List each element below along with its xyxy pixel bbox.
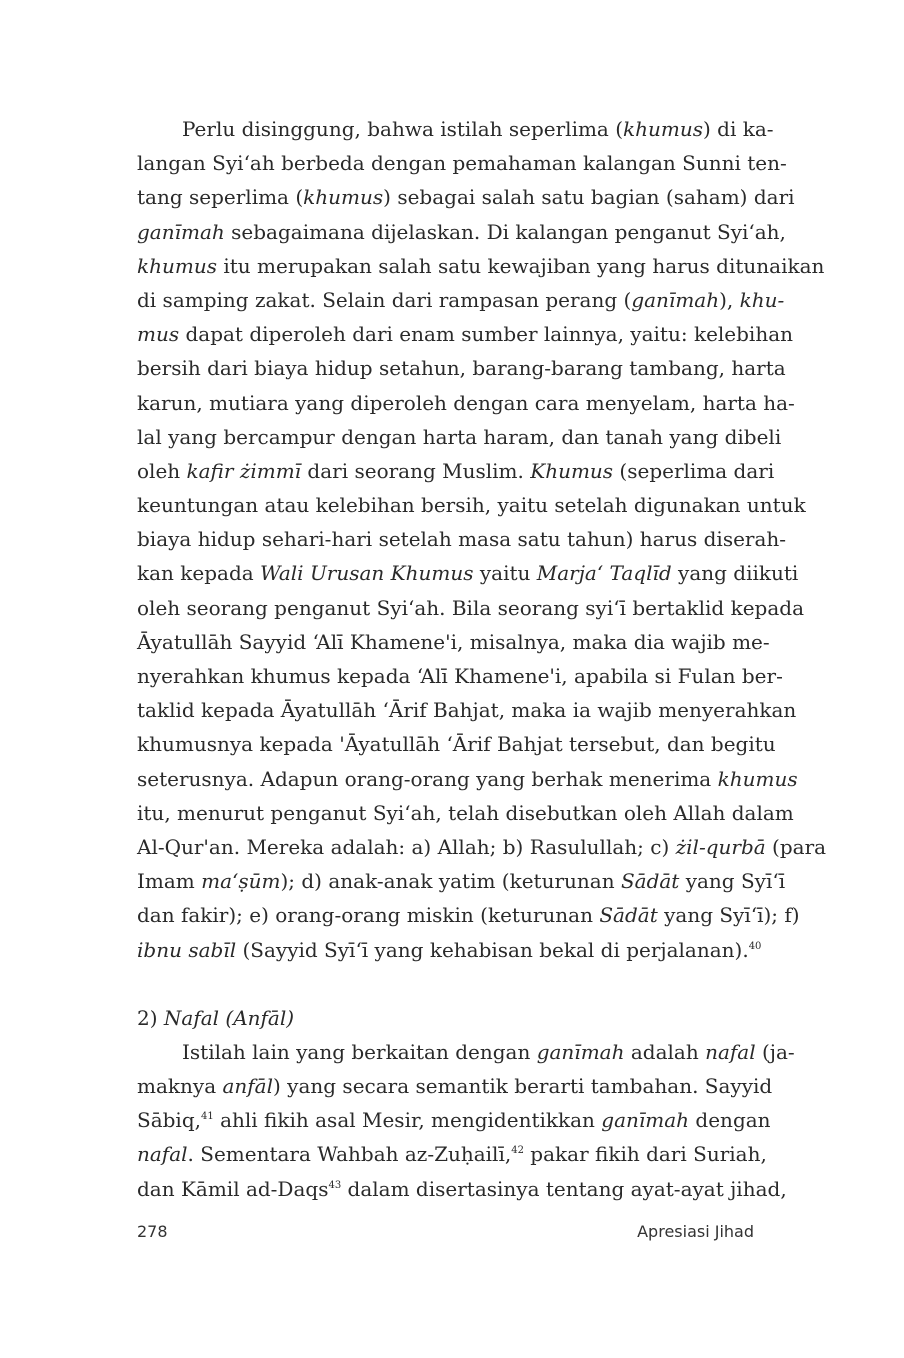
text-line: Āyatullāh Sayyid ‘Alī Khamene'i, misalnya, maka dia wajib me- — [137, 629, 770, 654]
text-line: di samping zakat. Selain dari rampasan perang (ganīmah), khu- — [137, 287, 785, 312]
text-line: biaya hidup sehari-hari setelah masa satu tahun) harus diserah- — [137, 527, 787, 552]
running-title: Apresiasi Jihad — [637, 1222, 754, 1241]
footnote-ref: 41 — [200, 1111, 214, 1123]
section-gap — [137, 967, 754, 1001]
text-line: seterusnya. Adapun orang-orang yang berhak menerima khumus — [137, 766, 798, 791]
text-line: khumusnya kepada 'Āyatullāh ‘Ārif Bahjat tersebut, dan begitu — [137, 732, 776, 757]
text-line: Perlu disinggung, bahwa istilah seperlima (khumus) di ka- — [182, 117, 774, 141]
text-line: oleh seorang penganut Syi‘ah. Bila seorang syi‘ī bertaklid kepada — [137, 595, 805, 620]
text-line: maknya anfāl) yang secara semantik berarti tambahan. Sayyid — [137, 1074, 773, 1099]
page-footer — [137, 1222, 754, 1246]
text-line: khumus itu merupakan salah satu kewajiban yang harus ditunaikan — [137, 253, 825, 278]
text-line: lal yang bercampur dengan harta haram, dan tanah yang dibeli — [137, 424, 782, 449]
text-line: dan Kāmil ad-Daqs$^{43}$ dalam disertasinya tentang ayat-ayat jihad, — [137, 1176, 787, 1201]
paragraph-khumus — [137, 112, 827, 967]
text-line: nafal. Sementara Wahbah az-Zuḥailī,$^{42}$ pakar fikih dari Suriah, — [137, 1142, 767, 1167]
text-line: bersih dari biaya hidup setahun, barang-barang tambang, harta — [137, 356, 786, 381]
text-line: oleh kafir żimmī dari seorang Muslim. Khumus (seperlima dari — [137, 458, 775, 483]
footnote-ref: 42 — [511, 1145, 524, 1157]
text-line: itu, menurut penganut Syi‘ah, telah disebutkan oleh Allah dalam — [137, 800, 794, 825]
page-body — [137, 112, 827, 1206]
text-line: mus dapat diperoleh dari enam sumber lainnya, yaitu: kelebihan — [137, 322, 794, 347]
text-line: Al-Qur'an. Mereka adalah: a) Allah; b) Rasulullah; c) żil-qurbā (para — [137, 834, 827, 859]
text-line: tang seperlima (khumus) sebagai salah satu bagian (saham) dari — [137, 185, 795, 210]
text-line: ganīmah sebagaimana dijelaskan. Di kalangan penganut Syi‘ah, — [137, 219, 786, 244]
text-line: taklid kepada Āyatullāh ‘Ārif Bahjat, maka ia wajib menyerahkan — [137, 698, 797, 723]
text-line: kan kepada Wali Urusan Khumus yaitu Marja‘ Taqlīd yang diikuti — [137, 561, 799, 586]
text-line: Sābiq,$^{41}$ ahli fikih asal Mesir, mengidentikkan ganīmah dengan — [137, 1108, 771, 1133]
text-line: keuntungan atau kelebihan bersih, yaitu setelah digunakan untuk — [137, 493, 806, 518]
text-line: langan Syi‘ah berbeda dengan pemahaman kalangan Sunni ten- — [137, 151, 787, 176]
page-number: 278 — [137, 1222, 168, 1241]
text-line: karun, mutiara yang diperoleh dengan cara menyelam, harta ha- — [137, 390, 795, 415]
footnote-ref: 43 — [328, 1179, 342, 1191]
footnote-ref: 40 — [748, 940, 762, 952]
text-line: ibnu sabīl (Sayyid Syī‘ī yang kehabisan bekal di perjalanan).$^{40}$ — [137, 937, 762, 962]
text-line: dan fakir); e) orang-orang miskin (keturunan Sādāt yang Syī‘ī); f) — [137, 903, 800, 928]
text-line: Imam ma‘ṣūm); d) anak-anak yatim (keturunan Sādāt yang Syī‘ī — [137, 869, 786, 894]
paragraph-nafal — [137, 1035, 795, 1206]
section-heading: 2) Nafal (Anfāl) — [137, 1005, 295, 1030]
text-line: Istilah lain yang berkaitan dengan ganīmah adalah nafal (ja- — [182, 1039, 795, 1064]
text-line: nyerahkan khumus kepada ‘Alī Khamene'i, apabila si Fulan ber- — [137, 664, 783, 688]
